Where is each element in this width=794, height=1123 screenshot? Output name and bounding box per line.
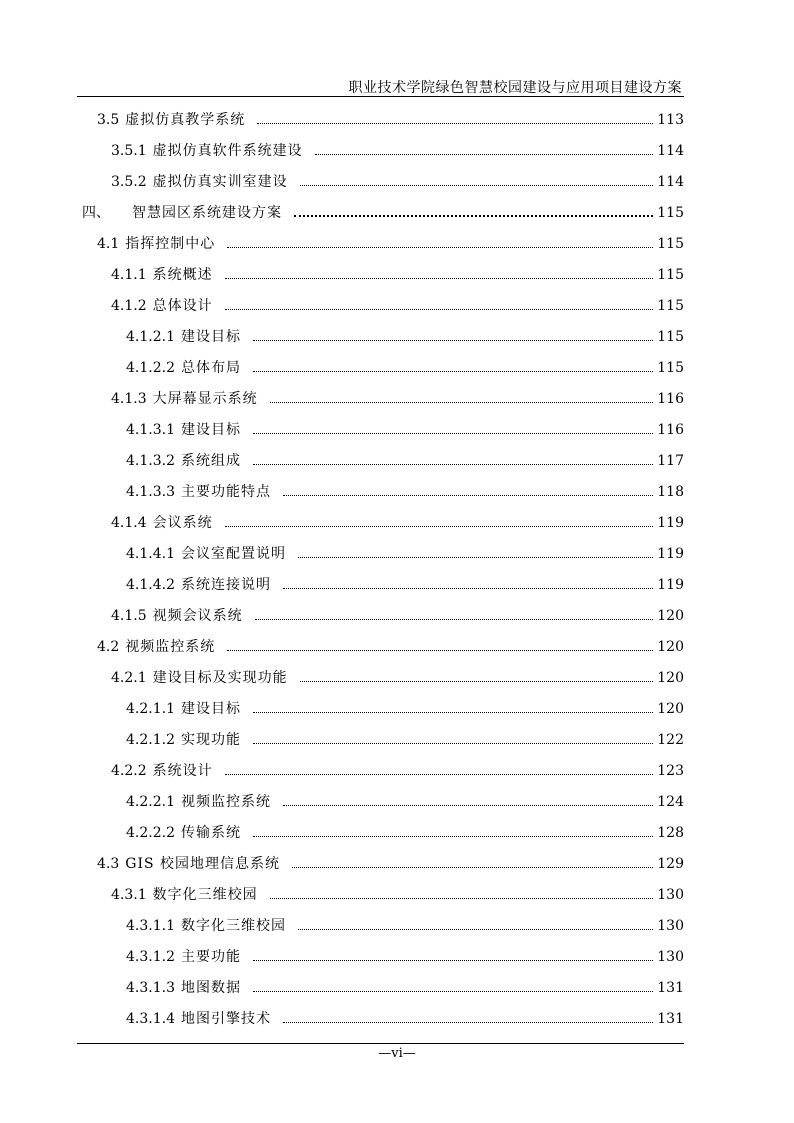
- toc-entry[interactable]: [0, 977, 794, 999]
- toc-leader-dots: [257, 123, 653, 124]
- toc-entry-heading: [111, 884, 258, 906]
- toc-entry-page: 120: [657, 701, 684, 717]
- toc-entry[interactable]: [0, 822, 794, 844]
- toc-leader-dots: [225, 309, 653, 310]
- toc-leader-dots: [300, 185, 653, 186]
- toc-entry-title: 建设目标及实现功能: [152, 670, 288, 686]
- toc-leader-dots: [294, 215, 653, 217]
- toc-entry-heading: [126, 977, 241, 999]
- toc-entry-heading: [111, 667, 288, 689]
- toc-entry-page: 123: [657, 763, 684, 779]
- toc-leader-dots: [283, 588, 653, 589]
- toc-entry-page: 115: [657, 298, 684, 314]
- toc-entry-number: 四、: [82, 205, 110, 221]
- toc-leader-dots: [253, 712, 653, 713]
- toc-entry-title: 数字化三维校园: [152, 887, 258, 903]
- toc-entry-title: 地图数据: [180, 980, 241, 996]
- toc-entry-heading: [97, 233, 215, 255]
- toc-entry-number: 4.3.1.2: [126, 949, 175, 965]
- toc-entry-page: 131: [657, 1011, 684, 1027]
- toc-entry-number: 4.1.3.3: [126, 484, 175, 500]
- toc-entry-heading: [111, 295, 213, 317]
- toc-entry-number: 4.1.2.1: [126, 329, 175, 345]
- toc-entry-heading: [126, 450, 241, 472]
- toc-entry-number: 3.5.1: [111, 143, 147, 159]
- toc-leader-dots: [292, 867, 653, 868]
- header-rule: [77, 96, 684, 97]
- toc-entry-number: 4.2.1.1: [126, 701, 175, 717]
- toc-entry[interactable]: [0, 884, 794, 906]
- toc-entry-number: 4.2.1: [111, 670, 147, 686]
- toc-entry-heading: [111, 760, 213, 782]
- toc-leader-dots: [227, 247, 653, 248]
- toc-entry[interactable]: [0, 698, 794, 720]
- toc-entry-heading: [126, 822, 241, 844]
- toc-entry-heading: [126, 915, 286, 937]
- toc-entry[interactable]: [0, 636, 794, 658]
- toc-entry-number: 4.1.3.1: [126, 422, 175, 438]
- toc-entry[interactable]: [0, 388, 794, 410]
- toc-entry-title: 建设目标: [180, 422, 241, 438]
- toc-entry-page: 116: [657, 391, 684, 407]
- toc-entry-heading: [126, 729, 241, 751]
- toc-entry-title: 系统组成: [180, 453, 241, 469]
- toc-entry[interactable]: [0, 109, 794, 131]
- toc-leader-dots: [227, 650, 653, 651]
- toc-entry-heading: [126, 543, 286, 565]
- toc-entry-heading: [97, 109, 245, 131]
- toc-entry-number: 4.1: [97, 236, 120, 252]
- toc-entry-title: 会议室配置说明: [180, 546, 286, 562]
- toc-leader-dots: [253, 991, 653, 992]
- toc-entry-title: 指挥控制中心: [125, 236, 216, 252]
- toc-entry-number: 4.3.1.3: [126, 980, 175, 996]
- toc-entry-title: 总体布局: [180, 360, 241, 376]
- toc-entry-title: 视频监控系统: [180, 794, 271, 810]
- toc-entry[interactable]: [0, 760, 794, 782]
- toc-leader-dots: [270, 898, 653, 899]
- toc-entry-title: 系统设计: [152, 763, 213, 779]
- toc-entry-number: 4.1.4.1: [126, 546, 175, 562]
- toc-entry-page: 124: [657, 794, 684, 810]
- toc-entry-heading: [126, 481, 271, 503]
- toc-entry[interactable]: [0, 419, 794, 441]
- toc-entry[interactable]: [0, 512, 794, 534]
- toc-entry-number: 4.1.2.2: [126, 360, 175, 376]
- toc-entry-number: 4.1.4.2: [126, 577, 175, 593]
- toc-entry-page: 130: [657, 949, 684, 965]
- toc-entry[interactable]: [0, 791, 794, 813]
- toc-entry[interactable]: [0, 326, 794, 348]
- toc-entry-number: 4.3: [97, 856, 120, 872]
- toc-leader-dots: [253, 371, 653, 372]
- toc-entry-title: 智慧园区系统建设方案: [132, 205, 282, 221]
- toc-leader-dots: [253, 960, 653, 961]
- toc-leader-dots: [225, 278, 653, 279]
- toc-entry-heading: [126, 946, 241, 968]
- toc-leader-dots: [225, 526, 653, 527]
- toc-entry[interactable]: [0, 574, 794, 596]
- toc-entry-number: 4.2.2: [111, 763, 147, 779]
- toc-entry-title: 建设目标: [180, 329, 241, 345]
- toc-entry-page: 131: [657, 980, 684, 996]
- toc-entry-title: 地图引擎技术: [180, 1011, 271, 1027]
- toc-entry-heading: [126, 574, 271, 596]
- toc-entry[interactable]: [0, 1008, 794, 1030]
- toc-entry-page: 115: [657, 205, 684, 221]
- toc-entry-number: 4.2.2.1: [126, 794, 175, 810]
- toc-leader-dots: [253, 340, 653, 341]
- toc-entry[interactable]: [0, 481, 794, 503]
- toc-entry-title: 传输系统: [180, 825, 241, 841]
- toc-leader-dots: [253, 464, 653, 465]
- toc-leader-dots: [300, 681, 653, 682]
- toc-entry-page: 120: [657, 639, 684, 655]
- toc-entry-number: 4.1.2: [111, 298, 147, 314]
- toc-entry-page: 116: [657, 422, 684, 438]
- toc-entry-title: 数字化三维校园: [180, 918, 286, 934]
- toc-entry-page: 114: [657, 143, 684, 159]
- toc-entry-number: 4.1.4: [111, 515, 147, 531]
- toc-entry[interactable]: [0, 667, 794, 689]
- toc-leader-dots: [253, 743, 653, 744]
- toc-entry-heading: [126, 698, 241, 720]
- toc-entry[interactable]: [0, 543, 794, 565]
- toc-entry-page: 120: [657, 608, 684, 624]
- toc-entry-page: 122: [657, 732, 684, 748]
- toc-entry-page: 128: [657, 825, 684, 841]
- toc-entry-title: 系统连接说明: [180, 577, 271, 593]
- toc-entry[interactable]: [0, 202, 794, 224]
- toc-entry-number: 4.1.3: [111, 391, 147, 407]
- toc-entry-number: 4.2.2.2: [126, 825, 175, 841]
- toc-entry[interactable]: [0, 853, 794, 875]
- toc-entry-heading: [111, 171, 288, 193]
- toc-entry-title: 实现功能: [180, 732, 241, 748]
- toc-entry-number: 4.2.1.2: [126, 732, 175, 748]
- toc-entry-heading: [126, 791, 271, 813]
- toc-entry-title: 主要功能特点: [180, 484, 271, 500]
- toc-entry-page: 119: [657, 577, 684, 593]
- toc-entry-title: 视频监控系统: [125, 639, 216, 655]
- toc-leader-dots: [255, 619, 653, 620]
- toc-entry-title: 大屏幕显示系统: [152, 391, 258, 407]
- toc-entry-page: 115: [657, 360, 684, 376]
- toc-entry-title: 视频会议系统: [152, 608, 243, 624]
- toc-entry[interactable]: [0, 915, 794, 937]
- toc-entry-title: 虚拟仿真软件系统建设: [152, 143, 303, 159]
- toc-leader-dots: [283, 1022, 653, 1023]
- toc-entry-page: 119: [657, 546, 684, 562]
- toc-entry[interactable]: [0, 264, 794, 286]
- toc-entry-page: 117: [657, 453, 684, 469]
- toc-leader-dots: [315, 154, 653, 155]
- toc-entry[interactable]: [0, 729, 794, 751]
- toc-entry-title: 会议系统: [152, 515, 213, 531]
- toc-entry-number: 4.1.1: [111, 267, 147, 283]
- toc-entry-heading: [111, 512, 213, 534]
- toc-entry-title: 虚拟仿真教学系统: [125, 112, 246, 128]
- toc-entry-title: 总体设计: [152, 298, 213, 314]
- toc-entry-page: 130: [657, 887, 684, 903]
- toc-entry-title: GIS 校园地理信息系统: [125, 856, 281, 872]
- toc-entry-page: 114: [657, 174, 684, 190]
- toc-leader-dots: [253, 836, 653, 837]
- toc-entry-heading: [111, 605, 243, 627]
- toc-entry-number: 4.3.1.1: [126, 918, 175, 934]
- toc-entry[interactable]: [0, 171, 794, 193]
- toc-entry[interactable]: [0, 946, 794, 968]
- toc-entry-page: 129: [657, 856, 684, 872]
- toc-entry-title: 虚拟仿真实训室建设: [152, 174, 288, 190]
- toc-entry-page: 115: [657, 236, 684, 252]
- toc-entry[interactable]: [0, 140, 794, 162]
- toc-entry-number: 3.5.2: [111, 174, 147, 190]
- toc-entry-heading: [111, 140, 303, 162]
- toc-entry-heading: [111, 388, 258, 410]
- toc-entry[interactable]: [0, 295, 794, 317]
- toc-entry-number: 4.1.5: [111, 608, 147, 624]
- toc-entry-number: 4.3.1.4: [126, 1011, 175, 1027]
- toc-entry-heading: [97, 636, 215, 658]
- toc-entry-number: 4.3.1: [111, 887, 147, 903]
- toc-entry-page: 115: [657, 267, 684, 283]
- toc-entry[interactable]: [0, 233, 794, 255]
- toc-entry-number: 3.5: [97, 112, 120, 128]
- toc-entry-heading: [82, 202, 282, 224]
- toc-entry-page: 130: [657, 918, 684, 934]
- toc-entry-number: 4.2: [97, 639, 120, 655]
- toc-entry-page: 119: [657, 515, 684, 531]
- toc-entry-title: 主要功能: [180, 949, 241, 965]
- toc-entry-heading: [97, 853, 280, 875]
- toc-leader-dots: [298, 929, 653, 930]
- toc-entry-page: 118: [657, 484, 684, 500]
- toc-leader-dots: [298, 557, 653, 558]
- toc-entry-page: 113: [657, 112, 684, 128]
- toc-leader-dots: [225, 774, 653, 775]
- toc-entry-page: 120: [657, 670, 684, 686]
- toc-entry[interactable]: [0, 605, 794, 627]
- footer-rule: [77, 1043, 684, 1044]
- header-title: 职业技术学院绿色智慧校园建设与应用项目建设方案: [348, 80, 682, 96]
- toc-leader-dots: [283, 495, 653, 496]
- toc-entry[interactable]: [0, 357, 794, 379]
- toc-leader-dots: [270, 402, 653, 403]
- toc-leader-dots: [253, 433, 653, 434]
- toc-entry-number: 4.1.3.2: [126, 453, 175, 469]
- toc-entry[interactable]: [0, 450, 794, 472]
- toc-entry-heading: [126, 357, 241, 379]
- toc-entry-heading: [126, 326, 241, 348]
- toc-entry-title: 建设目标: [180, 701, 241, 717]
- toc-entry-heading: [111, 264, 213, 286]
- toc-entry-heading: [126, 1008, 271, 1030]
- toc-leader-dots: [283, 805, 653, 806]
- toc-entry-title: 系统概述: [152, 267, 213, 283]
- toc-entry-page: 115: [657, 329, 684, 345]
- page-number: —vi—: [378, 1046, 416, 1061]
- toc-entry-heading: [126, 419, 241, 441]
